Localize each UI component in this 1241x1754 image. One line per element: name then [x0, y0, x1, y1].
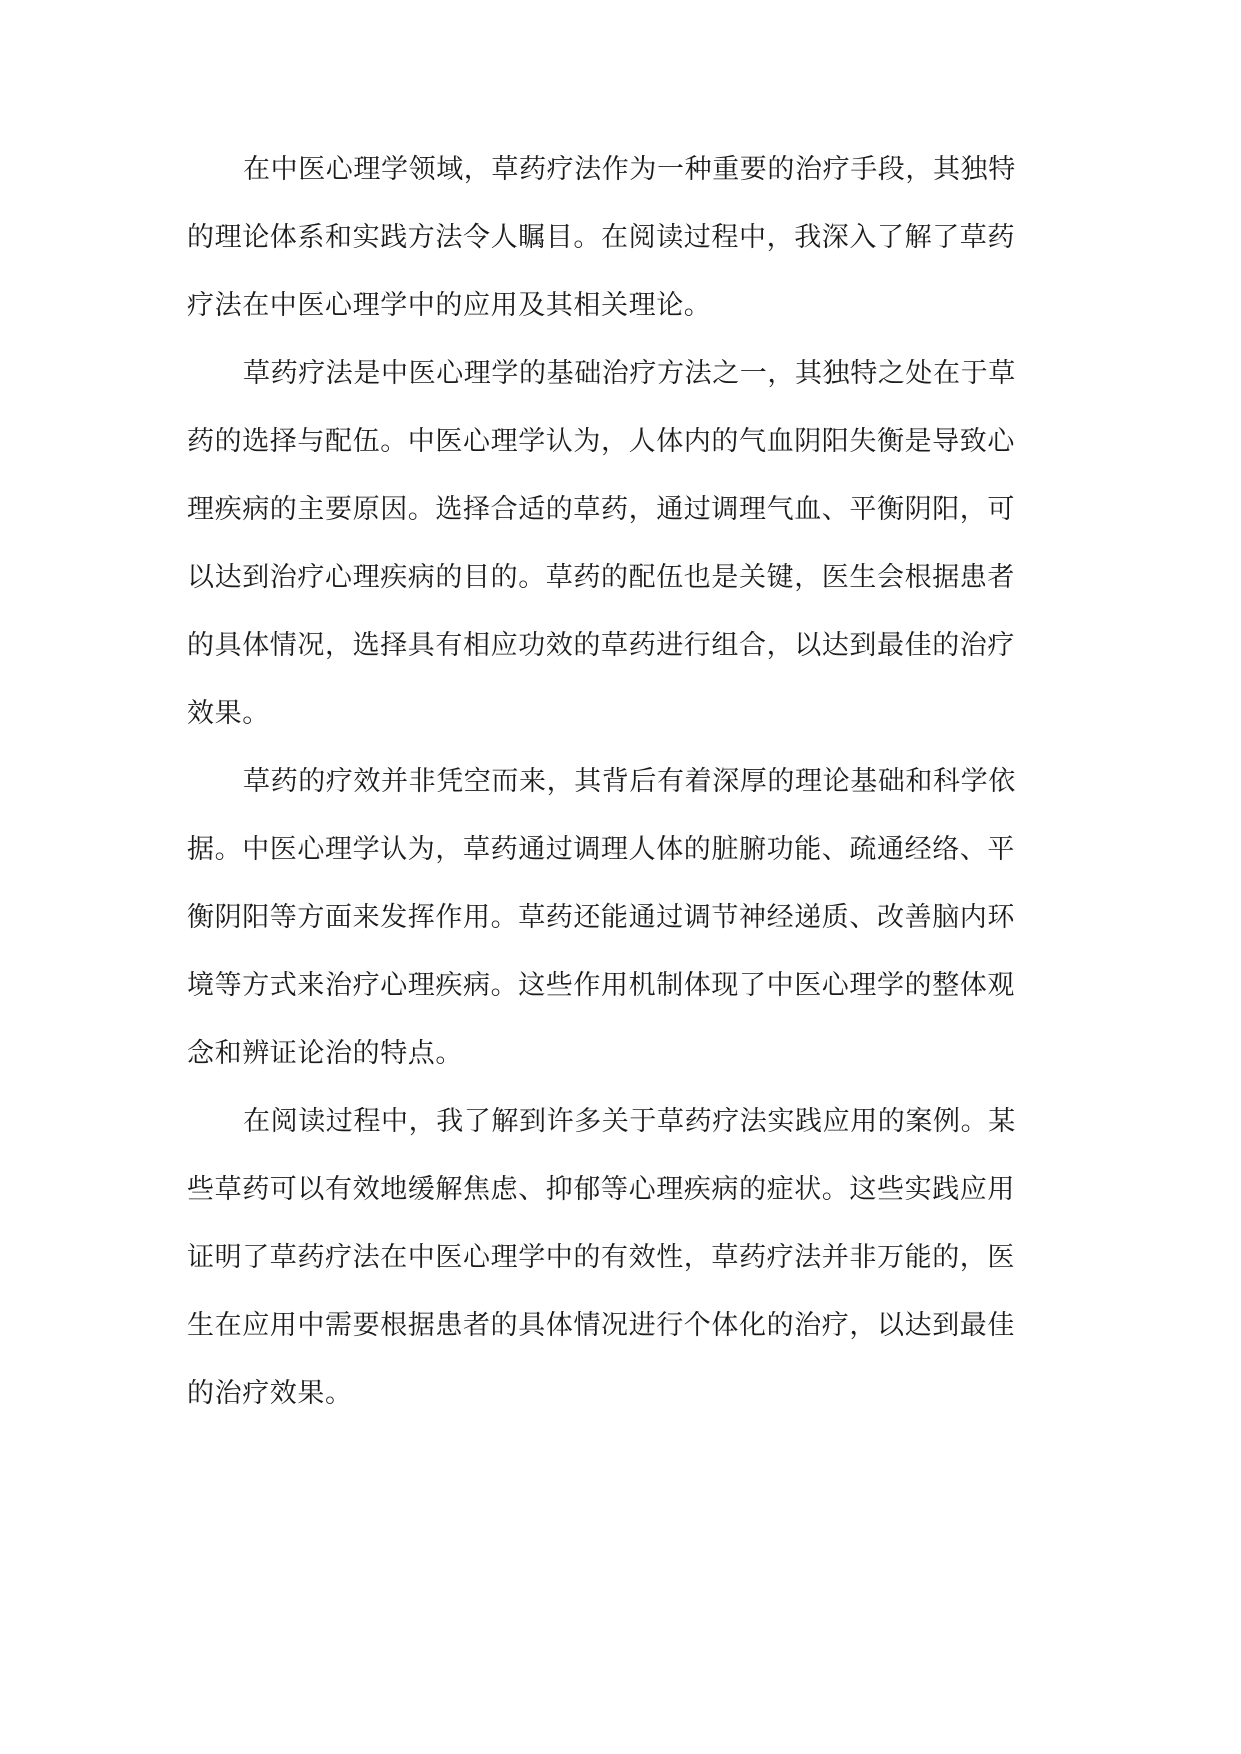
text-line: 疗法在中医心理学中的应用及其相关理论。	[187, 290, 712, 321]
text-line: 些草药可以有效地缓解焦虑、抑郁等心理疾病的症状。这些实践应用	[187, 1174, 1015, 1205]
text-line: 药的选择与配伍。中医心理学认为，人体内的气血阴阳失衡是导致心	[187, 426, 1015, 457]
text-line: 理疾病的主要原因。选择合适的草药，通过调理气血、平衡阴阳，可	[187, 494, 1015, 525]
text-line: 证明了草药疗法在中医心理学中的有效性，草药疗法并非万能的，医	[187, 1242, 1015, 1273]
text-line: 在中医心理学领域，草药疗法作为一种重要的治疗手段，其独特	[243, 154, 1016, 185]
paragraph-3	[187, 748, 1053, 1088]
text-line: 生在应用中需要根据患者的具体情况进行个体化的治疗，以达到最佳	[187, 1310, 1015, 1341]
text-line: 的理论体系和实践方法令人瞩目。在阅读过程中，我深入了解了草药	[187, 222, 1015, 253]
text-line: 衡阴阳等方面来发挥作用。草药还能通过调节神经递质、改善脑内环	[187, 902, 1015, 933]
text-line: 的具体情况，选择具有相应功效的草药进行组合，以达到最佳的治疗	[187, 630, 1015, 661]
text-line: 在阅读过程中，我了解到许多关于草药疗法实践应用的案例。某	[243, 1106, 1016, 1137]
document-body	[187, 136, 1053, 1428]
text-line: 念和辨证论治的特点。	[187, 1038, 463, 1069]
text-line: 据。中医心理学认为，草药通过调理人体的脏腑功能、疏通经络、平	[187, 834, 1015, 865]
text-line: 的治疗效果。	[187, 1378, 353, 1409]
paragraph-1	[187, 136, 1053, 340]
text-line: 以达到治疗心理疾病的目的。草药的配伍也是关键，医生会根据患者	[187, 562, 1015, 593]
text-line: 草药疗法是中医心理学的基础治疗方法之一，其独特之处在于草	[243, 358, 1016, 389]
text-line: 草药的疗效并非凭空而来，其背后有着深厚的理论基础和科学依	[243, 766, 1016, 797]
paragraph-4	[187, 1088, 1053, 1428]
paragraph-2	[187, 340, 1053, 748]
text-line: 境等方式来治疗心理疾病。这些作用机制体现了中医心理学的整体观	[187, 970, 1015, 1001]
text-line: 效果。	[187, 698, 270, 729]
